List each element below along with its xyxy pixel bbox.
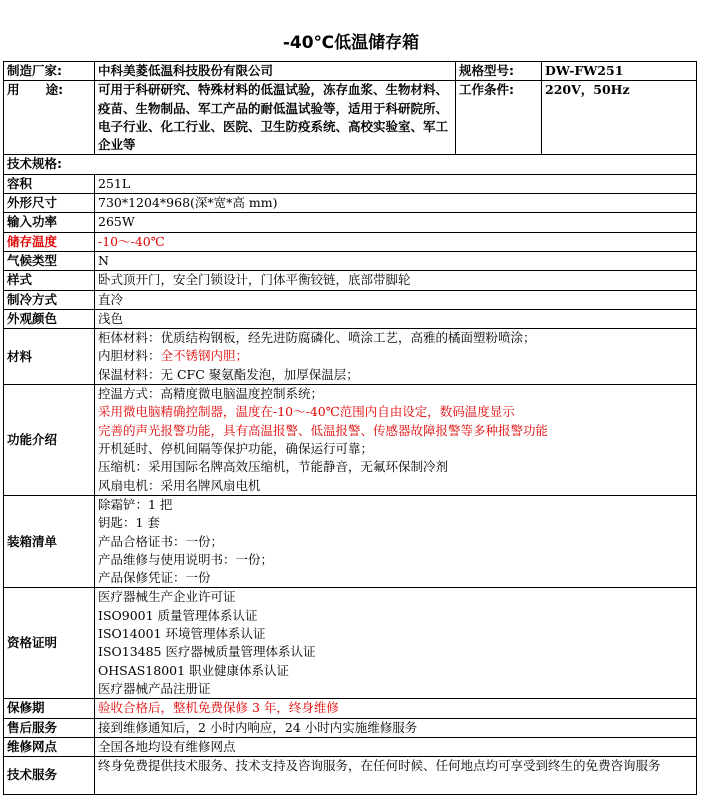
cert-item: ISO9001 质量管理体系认证 xyxy=(98,607,258,623)
color-label: 外观颜色 xyxy=(4,309,95,328)
temp-label: 储存温度 xyxy=(4,232,95,251)
size-value: 730*1204*968(深*宽*高 mm) xyxy=(95,194,697,213)
feature-control: 控温方式：高精度微电脑温度控制系统； xyxy=(98,386,324,402)
cert-item: ISO13485 医疗器械质量管理体系认证 xyxy=(98,644,316,660)
spec-table xyxy=(3,61,697,795)
cert-item: OHSAS18001 职业健康体系认证 xyxy=(98,662,290,678)
volume-label: 容积 xyxy=(4,174,95,193)
features-label: 功能介绍 xyxy=(4,385,95,496)
style-value: 卧式顶开门，安全门锁设计，门体平衡铰链，底部带脚轮 xyxy=(95,271,697,290)
packing-item: 钥匙：1 套 xyxy=(98,515,160,531)
usage-value: 可用于科研研究、特殊材料的低温试验，冻存血浆、生物材料、疫苗、生物制品、军工产品的耐低温试验等，适用于科研院所、电子行业、化工行业、医院、卫生防疫系统、高校实验室、军工企业等 xyxy=(95,81,456,155)
maker-label: 制造厂家: xyxy=(4,62,95,81)
usage-label: 用 途: xyxy=(4,81,95,155)
style-label: 样式 xyxy=(4,271,95,290)
size-label: 外形尺寸 xyxy=(4,194,95,213)
packing-item: 产品保修凭证：一份 xyxy=(98,570,211,586)
power-value: 265W xyxy=(95,213,697,232)
feature-controller: 采用微电脑精确控制器，温度在-10～-40℃范围内自由设定，数码温度显示 xyxy=(98,404,515,420)
climate-label: 气候类型 xyxy=(4,251,95,270)
feature-alarm: 完善的声光报警功能，具有高温报警、低温报警、传感器故障报警等多种报警功能 xyxy=(98,422,549,438)
climate-value: N xyxy=(95,251,697,270)
model-label: 规格型号: xyxy=(456,62,542,81)
temp-value: -10～-40℃ xyxy=(95,232,697,251)
packing-item: 产品维修与使用说明书：一份； xyxy=(98,551,274,567)
condition-value: 220V，50Hz xyxy=(542,81,697,155)
warranty-label: 保修期 xyxy=(4,699,95,718)
warranty-value: 验收合格后，整机免费保修 3 年，终身维修 xyxy=(95,699,697,718)
techservice-value: 终身免费提供技术服务、技术支持及咨询服务，在任何时候、任何地点均可享受到终生的免费咨询服务 xyxy=(95,757,697,795)
material-insulation: 保温材料：无 CFC 聚氨酯发泡，加厚保温层； xyxy=(98,366,359,382)
feature-compressor: 压缩机：采用国际名牌高效压缩机，节能静音，无氟环保制冷剂 xyxy=(98,459,449,475)
material-cabinet: 柜体材料：优质结构钢板，经先进防腐磷化、喷涂工艺，高雅的橘面塑粉喷涂； xyxy=(98,330,536,346)
material-liner xyxy=(98,347,693,365)
cooling-label: 制冷方式 xyxy=(4,290,95,309)
material-liner-label: 内胆材料： xyxy=(98,348,161,364)
aftersales-label: 售后服务 xyxy=(4,718,95,737)
page-title: -40℃低温储存箱 xyxy=(282,33,420,53)
material-value xyxy=(95,329,697,385)
model-value: DW-FW251 xyxy=(542,62,697,81)
volume-value: 251L xyxy=(95,174,697,193)
certs-value xyxy=(95,588,697,699)
cooling-value: 直冷 xyxy=(95,290,697,309)
network-value: 全国各地均设有维修网点 xyxy=(95,737,697,756)
material-liner-value: 全不锈钢内胆； xyxy=(160,348,249,364)
packing-value xyxy=(95,495,697,587)
cert-item: 医疗器械生产企业许可证 xyxy=(98,589,236,605)
certs-label: 资格证明 xyxy=(4,588,95,699)
aftersales-value: 接到维修通知后，2 小时内响应，24 小时内实施维修服务 xyxy=(95,718,697,737)
power-label: 输入功率 xyxy=(4,213,95,232)
material-label: 材料 xyxy=(4,329,95,385)
maker-value: 中科美菱低温科技股份有限公司 xyxy=(95,62,456,81)
packing-item: 产品合格证书：一份； xyxy=(98,533,224,549)
condition-label: 工作条件: xyxy=(456,81,542,155)
tech-spec-heading: 技术规格: xyxy=(4,155,697,174)
feature-protection: 开机延时、停机间隔等保护功能，确保运行可靠； xyxy=(98,441,374,457)
packing-item: 除霜铲：1 把 xyxy=(98,496,173,512)
color-value: 浅色 xyxy=(95,309,697,328)
cert-item: ISO14001 环境管理体系认证 xyxy=(98,626,266,642)
features-value xyxy=(95,385,697,496)
packing-label: 装箱清单 xyxy=(4,495,95,587)
feature-fan: 风扇电机：采用名牌风扇电机 xyxy=(98,477,261,493)
network-label: 维修网点 xyxy=(4,737,95,756)
cert-item: 医疗器械产品注册证 xyxy=(98,680,211,696)
techservice-label: 技术服务 xyxy=(4,757,95,795)
